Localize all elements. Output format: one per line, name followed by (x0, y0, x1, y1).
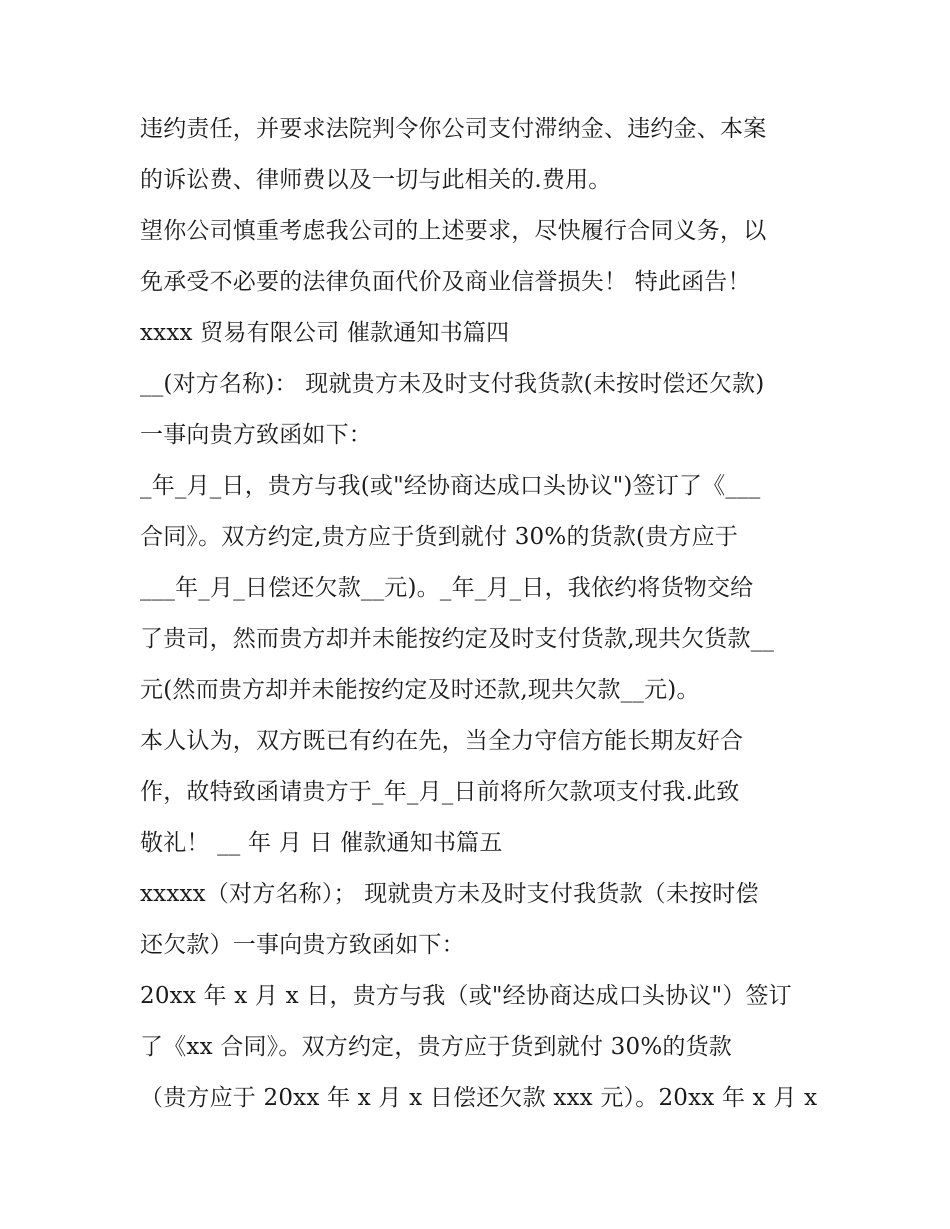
text-line: 还欠款）一事向贵方致函如下： (140, 932, 465, 958)
text-line: 合同》。双方约定,贵方应于货到就付 30%的货款(贵方应于 (140, 524, 739, 550)
text-line: 了《xx 合同》。双方约定，贵方应于货到就付 30%的货款 (140, 1034, 732, 1060)
text-line: __(对方名称)： 现就贵方未及时支付我货款(未按时偿还欠款) (140, 371, 765, 397)
text-line: 本人认为，双方既已有约在先，当全力守信方能长期友好合 (140, 728, 744, 754)
text-line: 免承受不必要的法律负面代价及商业信誉损失！ 特此函告！ (140, 269, 751, 295)
text-line: 元(然而贵方却并未能按约定及时还款,现共欠款__元)。 (140, 677, 700, 703)
text-line: 违约责任，并要求法院判令你公司支付滞纳金、违约金、本案 (140, 116, 767, 142)
text-line: ___年_月_日偿还欠款__元)。_年_月_日，我依约将货物交给 (140, 575, 754, 601)
section-heading: 敬礼！ __ 年 月 日 催款通知书篇五 (140, 830, 503, 856)
section-heading: xxxx 贸易有限公司 催款通知书篇四 (140, 320, 510, 346)
text-line: 作，故特致函请贵方于_年_月_日前将所欠款项支付我.此致 (140, 779, 740, 805)
text-line: 的诉讼费、律师费以及一切与此相关的.费用。 (140, 167, 612, 193)
text-line: 了贵司，然而贵方却并未能按约定及时支付货款,现共欠货款__ (140, 626, 775, 652)
text-line: _年_月_日，贵方与我(或"经协商达成口头协议")签订了《___ (140, 473, 761, 499)
text-line: 一事向贵方致函如下： (140, 422, 372, 448)
text-line: 20xx 年 x 月 x 日，贵方与我（或"经协商达成口头协议"）签订 (140, 983, 792, 1009)
text-line: xxxxx（对方名称）； 现就贵方未及时支付我货款（未按时偿 (140, 881, 759, 907)
document-body (140, 104, 840, 1124)
text-line: 望你公司慎重考虑我公司的上述要求，尽快履行合同义务，以 (140, 218, 767, 244)
text-line: （贵方应于 20xx 年 x 月 x 日偿还欠款 xxx 元）。20xx 年 x 月 x (140, 1085, 818, 1111)
